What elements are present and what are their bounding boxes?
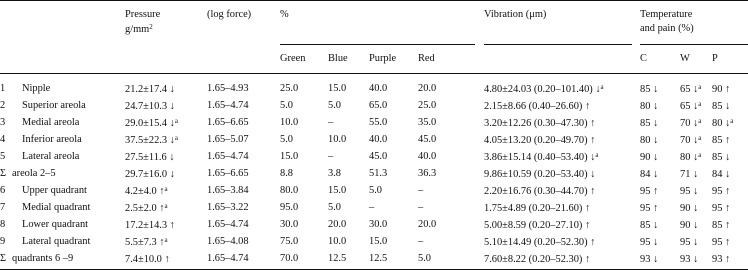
row-purple: 40.0 [369,83,388,94]
row-warm: 95 ↓ [680,237,699,248]
row-warm: 70 ↓$^a$ [680,134,702,146]
row-pressure: 29.0±15.4 ↓$^a$ [125,117,178,129]
table-row [0,183,748,200]
row-pressure: 37.5±22.3 ↓$^a$ [125,134,178,146]
row-blue: – [328,117,334,128]
row-red: – [418,185,424,196]
row-site: Medial areola [22,117,80,128]
row-log-force: 1.65–4.93 [207,83,249,94]
row-purple: 5.0 [369,185,382,196]
row-number: Σ [0,253,7,264]
vibration-span-rule [484,44,632,45]
row-log-force: 1.65–3.22 [207,202,249,213]
bottom-rule [0,269,748,270]
temperature-span-rule [640,44,748,45]
row-green: 80.0 [280,185,299,196]
row-log-force: 1.65–4.74 [207,253,249,264]
row-green: 5.0 [280,100,293,111]
row-blue: 5.0 [328,202,341,213]
row-log-force: 1.65–4.08 [207,236,249,247]
row-vibration: 9.86±10.59 (0.20–53.40) ↓ [484,169,596,180]
table-row [0,98,748,115]
temperature-header: Temperature [640,9,693,20]
row-purple: 55.0 [369,117,388,128]
row-warm: 65 ↓$^a$ [680,83,702,95]
row-cold: 85 ↓ [640,118,659,129]
row-number: 8 [0,219,6,230]
row-site: quadrants 6 –9 [12,253,74,264]
row-purple: 30.0 [369,219,388,230]
row-site: Nipple [22,83,51,94]
table-row [0,251,748,268]
row-vibration: 2.15±8.66 (0.40–26.60) ↑ [484,101,591,112]
row-pain: 85 ↑ [712,220,731,231]
col-purple: Purple [369,53,397,64]
row-site: Lower quadrant [22,219,89,230]
row-log-force: 1.65–4.74 [207,100,249,111]
row-red: 45.0 [418,134,437,145]
row-number: 5 [0,151,6,162]
row-number: 2 [0,100,6,111]
row-cold: 95 ↑ [640,186,659,197]
table-row [0,200,748,217]
table-row [0,234,748,251]
header-rule [0,73,748,74]
row-cold: 80 ↓ [640,135,659,146]
row-pain: 85 ↑ [712,135,731,146]
row-blue: 3.8 [328,168,341,179]
row-log-force: 1.65–3.84 [207,185,249,196]
row-red: 40.0 [418,151,437,162]
row-vibration: 3.20±12.26 (0.30–47.30) ↑ [484,118,596,129]
row-pain: 93 ↑ [712,254,731,265]
row-site: Lateral quadrant [22,236,91,247]
row-number: 7 [0,202,6,213]
row-pressure: 29.7±16.0 ↓ [125,169,175,180]
row-pain: 85 ↓ [712,101,731,112]
row-blue: – [328,151,334,162]
row-blue: 10.0 [328,134,347,145]
row-log-force: 1.65–4.74 [207,219,249,230]
row-site: Superior areola [22,100,86,111]
row-warm: 80 ↓$^a$ [680,151,702,163]
row-pressure: 5.5±7.3 ↑$^a$ [125,236,168,248]
vibration-header: Vibration (μm) [484,9,547,20]
table-row [0,132,748,149]
row-vibration: 4.80±24.03 (0.20–101.40) ↓$^a$ [484,83,604,95]
row-pressure: 24.7±10.3 ↓ [125,101,175,112]
temperature-pain-header: and pain (%) [640,23,694,34]
row-red: 20.0 [418,83,437,94]
row-purple: 12.5 [369,253,388,264]
table-row [0,81,748,98]
row-pain: 95 ↑ [712,186,731,197]
row-green: 8.8 [280,168,293,179]
row-green: 25.0 [280,83,299,94]
row-log-force: 1.65–4.74 [207,151,249,162]
percent-header: % [280,9,289,20]
row-purple: 65.0 [369,100,388,111]
row-pain: 95 ↑ [712,237,731,248]
row-cold: 84 ↓ [640,169,659,180]
row-number: 3 [0,117,6,128]
row-warm: 95 ↓ [680,186,699,197]
col-c: C [640,53,647,64]
row-cold: 85 ↓ [640,220,659,231]
row-pain: 90 ↑ [712,84,731,95]
row-cold: 95 ↓ [640,237,659,248]
row-vibration: 4.05±13.20 (0.20–49.70) ↑ [484,135,596,146]
row-red: 25.0 [418,100,437,111]
log-force-header: (log force) [207,9,252,20]
row-warm: 90 ↓ [680,203,699,214]
row-vibration: 7.60±8.22 (0.20–52.30) ↑ [484,254,591,265]
col-green: Green [280,53,306,64]
row-green: 70.0 [280,253,299,264]
row-pressure: 27.5±11.6 ↓ [125,152,175,163]
row-blue: 5.0 [328,100,341,111]
row-green: 5.0 [280,134,293,145]
row-vibration: 5.00±8.59 (0.20–27.10) ↑ [484,220,591,231]
row-red: 35.0 [418,117,437,128]
row-pressure: 21.2±17.4 ↓ [125,84,175,95]
row-cold: 90 ↓ [640,152,659,163]
row-cold: 85 ↓ [640,84,659,95]
row-blue: 15.0 [328,83,347,94]
row-red: – [418,202,424,213]
row-vibration: 5.10±14.49 (0.20–52.30) ↑ [484,237,596,248]
row-red: – [418,236,424,247]
row-cold: 93 ↓ [640,254,659,265]
top-rule [0,0,748,1]
row-red: 36.3 [418,168,437,179]
table-row [0,217,748,234]
row-warm: 65 ↓$^a$ [680,100,702,112]
row-blue: 12.5 [328,253,347,264]
row-number: 6 [0,185,6,196]
table-row [0,115,748,132]
row-site: Inferior areola [22,134,82,145]
row-pain: 84 ↓ [712,169,731,180]
row-blue: 15.0 [328,185,347,196]
row-log-force: 1.65–6.65 [207,168,249,179]
row-green: 30.0 [280,219,299,230]
row-site: Medial quadrant [22,202,91,213]
row-number: 9 [0,236,6,247]
row-vibration: 2.20±16.76 (0.30–44.70) ↑ [484,186,596,197]
row-red: 20.0 [418,219,437,230]
row-number: Σ [0,168,7,179]
row-log-force: 1.65–5.07 [207,134,249,145]
col-p: P [712,53,718,64]
row-purple: 15.0 [369,236,388,247]
row-green: 10.0 [280,117,299,128]
row-log-force: 1.65–6.65 [207,117,249,128]
row-site: Upper quadrant [22,185,87,196]
row-vibration: 1.75±4.89 (0.20–21.60) ↑ [484,203,591,214]
table-row [0,166,748,183]
row-green: 15.0 [280,151,299,162]
row-red: 5.0 [418,253,431,264]
row-cold: 95 ↑ [640,203,659,214]
row-pain: 80 ↓$^a$ [712,117,734,129]
row-warm: 70 ↓$^a$ [680,117,702,129]
row-pain: 85 ↓ [712,152,731,163]
row-pain: 95 ↑ [712,203,731,214]
row-pressure: 7.4±10.0 ↑ [125,254,170,265]
row-purple: 45.0 [369,151,388,162]
row-green: 75.0 [280,236,299,247]
row-warm: 71 ↓ [680,169,699,180]
row-purple: 40.0 [369,134,388,145]
row-pressure: 2.5±2.0 ↑$^a$ [125,202,168,214]
row-pressure: 17.2±14.3 ↑ [125,220,175,231]
col-red: Red [418,53,435,64]
pressure-header: Pressure [125,9,161,20]
row-warm: 93 ↓ [680,254,699,265]
row-site: Lateral areola [22,151,80,162]
row-number: 4 [0,134,6,145]
row-blue: 10.0 [328,236,347,247]
row-purple: 51.3 [369,168,388,179]
row-pressure: 4.2±4.0 ↑$^a$ [125,185,168,197]
row-site: areola 2–5 [12,168,56,179]
pressure-unit-header: $g/mm^2$ [125,23,153,35]
percent-span-rule [280,44,475,45]
row-vibration: 3.86±15.14 (0.40–53.40) ↓$^a$ [484,151,599,163]
table-row [0,149,748,166]
col-blue: Blue [328,53,348,64]
row-number: 1 [0,83,6,94]
row-warm: 90 ↓ [680,220,699,231]
row-cold: 80 ↓ [640,101,659,112]
row-blue: 20.0 [328,219,347,230]
row-purple: – [369,202,375,213]
col-w: W [680,53,690,64]
row-green: 95.0 [280,202,299,213]
